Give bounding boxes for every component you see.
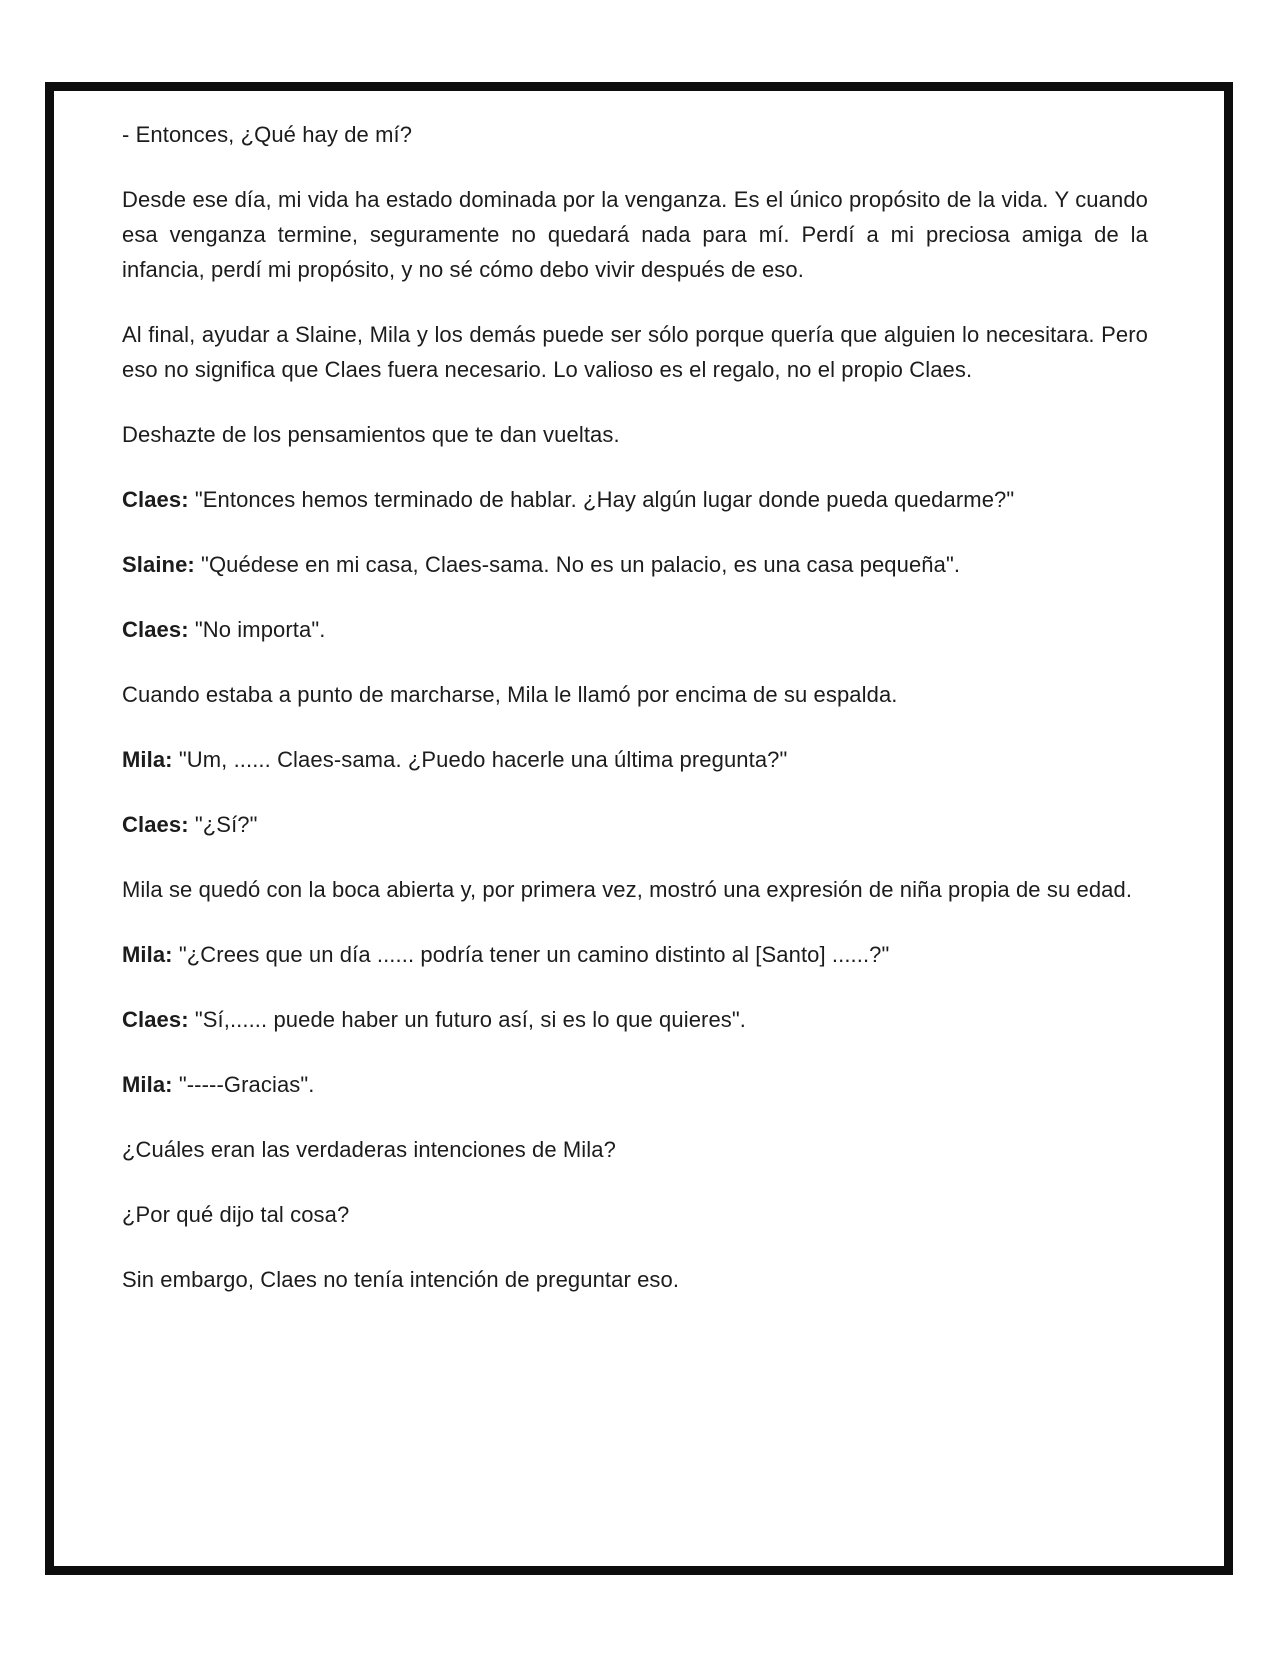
paragraph [122,1197,1148,1232]
paragraph-text: Al final, ayudar a Slaine, Mila y los demás puede ser sólo porque quería que alguien lo necesitara. Pero eso no significa que Claes fuera necesario. Lo valioso es el regalo, no el propio Claes. [122,322,1148,382]
paragraph [122,742,1148,777]
speaker-label: Mila: [122,1072,173,1097]
paragraph [122,1067,1148,1102]
paragraph [122,1002,1148,1037]
paragraph-text: Sin embargo, Claes no tenía intención de preguntar eso. [122,1267,680,1292]
speaker-label: Mila: [122,747,173,772]
paragraph-text: ¿Cuáles eran las verdaderas intenciones de Mila? [122,1137,616,1162]
speaker-label: Slaine: [122,552,195,577]
paragraph-text: Mila se quedó con la boca abierta y, por primera vez, mostró una expresión de niña propia de su edad. [122,877,1133,902]
paragraph-text: Deshazte de los pensamientos que te dan vueltas. [122,422,620,447]
paragraph [122,182,1148,287]
paragraph-text: "No importa". [188,617,326,642]
paragraph-text: ¿Por qué dijo tal cosa? [122,1202,350,1227]
paragraph [122,1262,1148,1297]
paragraph-text: "Entonces hemos terminado de hablar. ¿Hay algún lugar donde pueda quedarme?" [188,487,1015,512]
speaker-label: Claes: [122,487,189,512]
paragraph-text: "Sí,...... puede haber un futuro así, si es lo que quieres". [188,1007,747,1032]
speaker-label: Claes: [122,1007,189,1032]
paragraph-text: - Entonces, ¿Qué hay de mí? [122,122,413,147]
paragraph-text: "¿Crees que un día ...... podría tener un camino distinto al [Santo] ......?" [172,942,890,967]
paragraph [122,317,1148,387]
paragraph [122,547,1148,582]
paragraph [122,807,1148,842]
paragraph [122,417,1148,452]
speaker-label: Claes: [122,617,189,642]
paragraph [122,872,1148,907]
paragraph-container [122,117,1148,1297]
paragraph [122,482,1148,517]
speaker-label: Mila: [122,942,173,967]
paragraph-text: "Um, ...... Claes-sama. ¿Puedo hacerle una última pregunta?" [172,747,788,772]
paragraph [122,117,1148,152]
paragraph-text: "-----Gracias". [172,1072,315,1097]
paragraph-text: Desde ese día, mi vida ha estado dominada por la venganza. Es el único propósito de la vida. Y cuando esa venganza termine, seguramente no quedará nada para mí. Perdí a mi preciosa amiga de la infancia, perdí mi propósito, y no sé cómo debo vivir después de eso. [122,187,1148,282]
paragraph [122,937,1148,972]
paragraph-text: Cuando estaba a punto de marcharse, Mila le llamó por encima de su espalda. [122,682,898,707]
paragraph-text: "¿Sí?" [188,812,258,837]
paragraph [122,612,1148,647]
text-frame [45,82,1233,1575]
paragraph [122,1132,1148,1167]
paragraph-text: "Quédese en mi casa, Claes-sama. No es un palacio, es una casa pequeña". [194,552,961,577]
speaker-label: Claes: [122,812,189,837]
paragraph [122,677,1148,712]
